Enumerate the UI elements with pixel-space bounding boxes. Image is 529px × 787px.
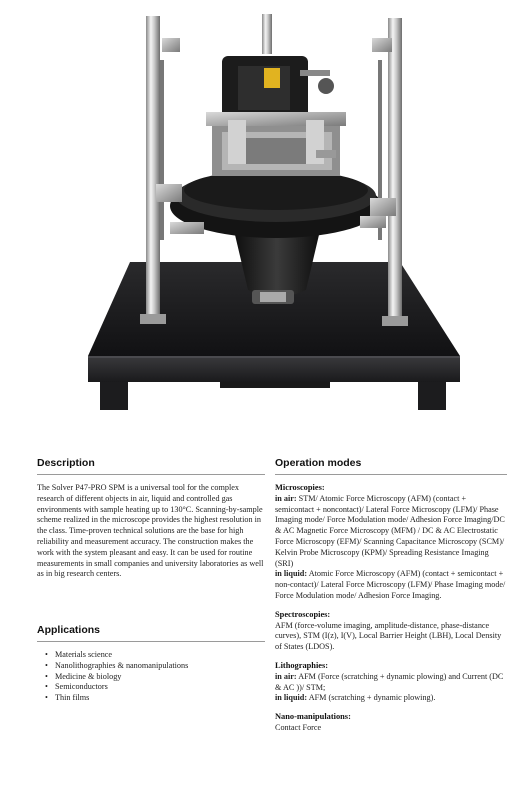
microscopies-air: in air: STM/ Atomic Force Microscopy (AFM) (contact + semicontact + noncontact)/ Lateral Force Microscopy (LFM)/ Phase Imaging mode/ Force Modulation mode/ Adhesion Force Imaging/DC & AC Magnetic Force Microscopy (MFM) / DC & AC Electrostatic Force Microscopy (EFM)/ Scanning Capacitance Microscopy (SCM)/ Kelvin Probe Microscopy (KPM)/ Spreading Resistance Imaging (SRI) [275,493,505,568]
spectroscopies-text: AFM (force-volume imaging, amplitude-distance, phase-distance curves), STM (I(z), I(V), Local Barrier Height (LBH), Local Density of States (LDOS). [275,620,502,652]
applications-heading: Applications [37,624,265,642]
list-item: • Thin films [45,693,90,703]
list-item: • Materials science [45,650,113,659]
lithographies-air: in air: AFM (Force (scratching + dynamic plowing) and Current (DC & AC ))/ STM; [275,671,504,692]
list-item: • Semiconductors [45,682,108,692]
bullet-icon: • [45,693,48,703]
spectroscopies-title: Spectroscopies: [275,609,331,619]
operation-modes-section [275,457,507,742]
lithographies-block [275,661,507,704]
microscopies-title: Microscopies: [275,483,325,492]
applications-section [37,624,265,704]
list-item: • Medicine & biology [45,671,122,681]
nanomanipulations-block [275,712,507,734]
bullet-icon: • [45,660,48,670]
spectroscopies-block [275,610,507,653]
description-text: The Solver P47-PRO SPM is a universal tool for the complex research of different objects in air, liquid and controlled gas environments with sample heating up to 130°C. Scanning-by-sample scheme realized in the microscope provides the highest resolution in the class. Time-proven technical solutions are the base for high reliability and measurement accuracy. The construction makes the work with the system pleasant and easy. It can be used for routine measurements in small companies and university laboratories as well as in big research centers. [37,483,264,579]
bullet-icon: • [45,650,48,659]
applications-list [37,650,265,704]
microscopies-liquid: in liquid: Atomic Force Microscopy (AFM) (contact + semicontact + non-contact)/ Lateral Force Microscopy (LFM)/ Phase Imaging mode/ Force Modulation mode/ Adhesion Force Imaging. [275,569,506,600]
lithographies-liquid: in liquid: AFM (scratching + dynamic plowing). [275,693,436,703]
bullet-icon: • [45,671,48,681]
bullet-icon: • [45,682,48,692]
microscopies-block [275,483,507,602]
description-section [37,457,265,580]
nanomanipulations-text: Contact Force [275,722,322,732]
operation-modes-heading: Operation modes [275,457,507,475]
lithographies-title: Lithographies: [275,660,329,670]
list-item: • Nanolithographies & nanomanipulations [45,660,189,670]
description-heading: Description [37,457,265,475]
nanomanipulations-title: Nano-manipulations: [275,712,351,722]
